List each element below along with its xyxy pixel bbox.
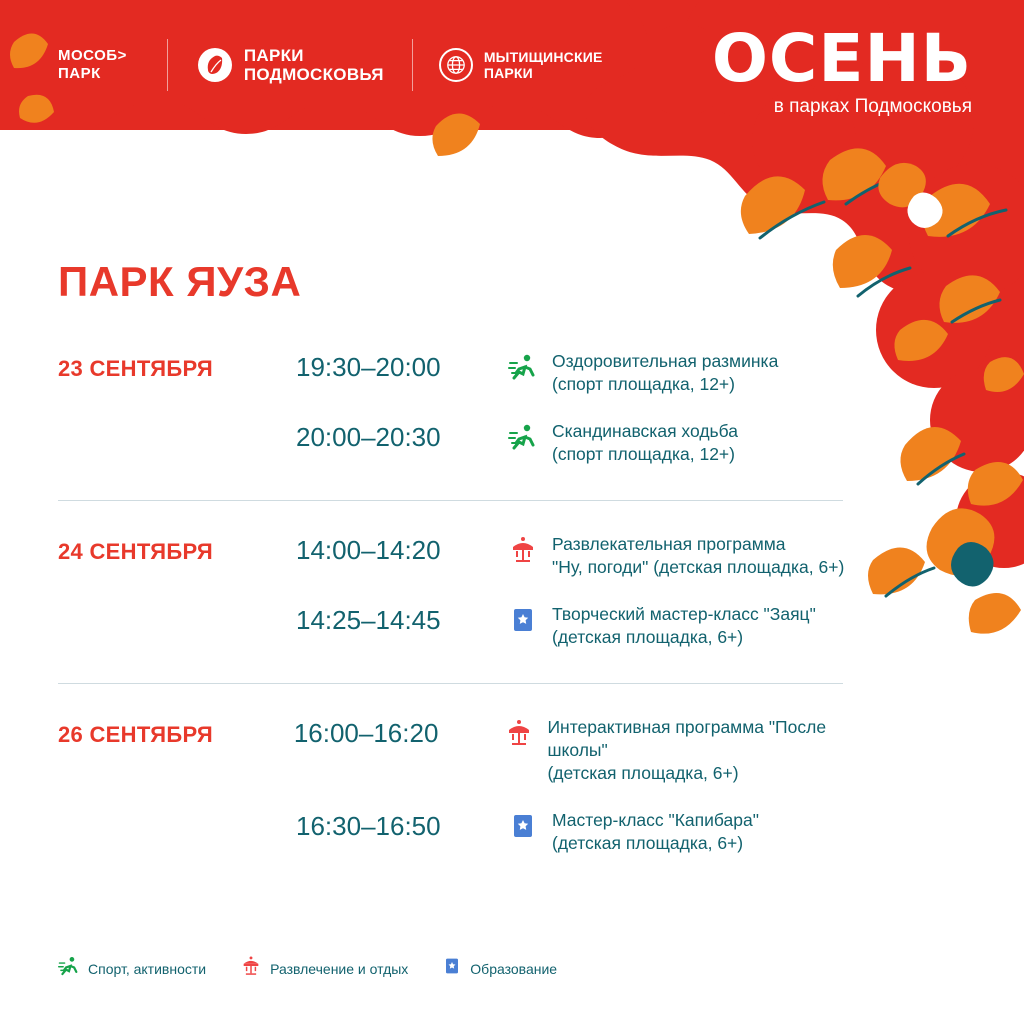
event-description: [547, 714, 888, 785]
event-time: 14:25–14:45: [296, 605, 441, 635]
osen-wordmark: [711, 20, 972, 118]
event-date-spacer: [58, 601, 296, 609]
logo-myt-text: [484, 49, 603, 81]
education-icon: [508, 807, 552, 846]
event-date-spacer: [58, 807, 296, 815]
page-title: ПАРК ЯУЗА: [58, 258, 302, 305]
event-subtitle: (детская площадка, 6+): [547, 763, 739, 783]
event-time: 14:00–14:20: [296, 535, 441, 565]
event-row: [58, 714, 888, 785]
event-time: 19:30–20:00: [296, 352, 441, 382]
event-date-spacer: [58, 418, 296, 426]
event-date: 26 СЕНТЯБРЯ: [58, 722, 214, 747]
logo-myt-line2: ПАРКИ: [483, 65, 533, 81]
event-title: Мастер-класс "Капибара": [552, 810, 759, 830]
legend-label: Спорт, активности: [88, 960, 207, 977]
osen-wordmark-subtitle: в парках Подмосковья: [773, 96, 972, 117]
logo-mytishchinskie-parki: [439, 48, 603, 82]
section-divider: [58, 500, 843, 501]
event-description: [552, 418, 738, 466]
education-icon: [508, 601, 552, 640]
event-time: 16:30–16:50: [296, 811, 441, 841]
legend-item-sport: [58, 955, 206, 982]
event-subtitle: "Ну, погоди" (детская площадка, 6+): [552, 557, 845, 577]
event-time: 20:00–20:30: [296, 422, 441, 452]
event-description: [552, 348, 778, 396]
event-row: [58, 601, 888, 649]
event-title: Творческий мастер-класс "Заяц": [552, 604, 816, 624]
logo-parki-line2: ПОДМОСКОВЬЯ: [243, 65, 384, 84]
logo-mosobpark-line1: МОСОБ>: [58, 47, 127, 64]
event-row: [58, 418, 888, 466]
event-title: Оздоровительная разминка: [552, 351, 779, 371]
event-description: [552, 601, 816, 649]
entertainment-icon: [504, 714, 548, 753]
logo-mosobpark-line2: ПАРК: [58, 65, 101, 82]
event-date: 23 СЕНТЯБРЯ: [58, 356, 214, 381]
event-subtitle: (спорт площадка, 12+): [552, 374, 735, 394]
sport-icon: [508, 418, 552, 457]
sport-icon: [508, 348, 552, 387]
osen-wordmark-title: ОСЕНЬ: [711, 20, 972, 97]
leaf-icon: [198, 48, 232, 82]
education-icon: [442, 956, 462, 981]
day-block: [58, 714, 888, 855]
logo-myt-line1: МЫТИЩИНСКИЕ: [483, 49, 603, 65]
event-description: [552, 531, 844, 579]
event-row: [58, 807, 888, 855]
logo-parki-text: [244, 46, 384, 84]
entertainment-icon: [240, 955, 262, 982]
entertainment-icon: [508, 531, 552, 570]
legend-item-education: [442, 956, 557, 981]
event-time: 16:00–16:20: [293, 718, 439, 748]
legend-label: Образование: [470, 960, 558, 977]
logo-parki-podmoskovya: [198, 46, 384, 84]
event-title: Развлекательная программа: [552, 534, 786, 554]
sport-icon: [58, 955, 80, 982]
header-divider-1: [167, 39, 168, 91]
day-block: [58, 348, 888, 466]
event-date: 24 СЕНТЯБРЯ: [58, 539, 214, 564]
event-title: Скандинавская ходьба: [552, 421, 739, 441]
header-divider-2: [412, 39, 413, 91]
legend: [58, 955, 591, 982]
section-divider: [58, 683, 843, 684]
legend-item-entertainment: [240, 955, 408, 982]
logo-mosobpark: [58, 47, 127, 83]
schedule-list: [58, 348, 888, 877]
legend-label: Развлечение и отдых: [270, 960, 409, 977]
event-subtitle: (детская площадка, 6+): [552, 627, 744, 647]
globe-icon: [439, 48, 473, 82]
event-title: Интерактивная программа "После школы": [547, 717, 827, 760]
logo-parki-line1: ПАРКИ: [243, 46, 304, 65]
event-row: [58, 531, 888, 579]
event-subtitle: (детская площадка, 6+): [552, 833, 744, 853]
event-row: [58, 348, 888, 396]
event-description: [552, 807, 759, 855]
event-subtitle: (спорт площадка, 12+): [552, 444, 735, 464]
day-block: [58, 531, 888, 649]
